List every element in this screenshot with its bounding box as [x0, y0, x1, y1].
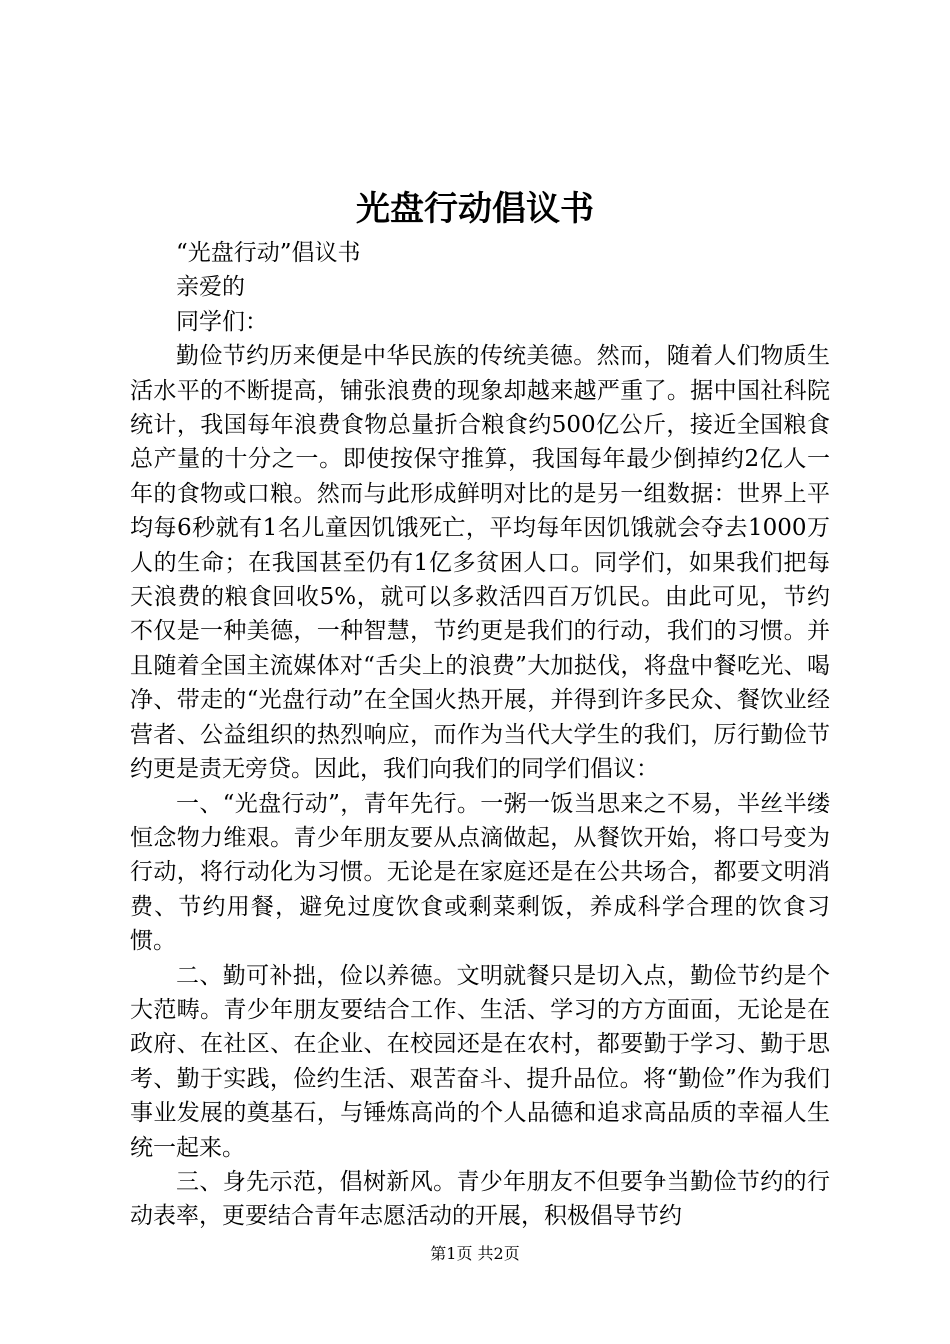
proposal-3-paragraph: 三、身先示范，倡树新风。青少年朋友不但要争当勤俭节约的行动表率，更要结合青年志愿活动的开展，积极倡导节约: [130, 1168, 830, 1230]
page-number: 第1页 共2页: [430, 1244, 520, 1263]
salutation-line-2: 同学们：: [176, 308, 268, 335]
subtitle-line: “光盘行动”倡议书: [176, 240, 361, 266]
document-body: [130, 236, 830, 1234]
document-title: 光盘行动倡议书: [356, 189, 594, 229]
intro-paragraph: 勤俭节约历来便是中华民族的传统美德。然而，随着人们物质生活水平的不断提高，铺张浪费的现象却越来越严重了。据中国社科院统计，我国每年浪费食物总量折合粮食约500亿公斤，接近全国粮食总产量的十分之一。即使按保守推算，我国每年最少倒掉约2亿人一年的食物或口粮。然而与此形成鲜明对比的是另一组数据：世界上平均每6秒就有1名儿童因饥饿死亡，平均每年因饥饿就会夺去1000万人的生命；在我国甚至仍有1亿多贫困人口。同学们，如果我们把每天浪费的粮食回收5%，就可以多救活四百万饥民。由此可见，节约不仅是一种美德，一种智慧，节约更是我们的行动，我们的习惯。并且随着全国主流媒体对“舌尖上的浪费”大加挞伐，将盘中餐吃光、喝净、带走的“光盘行动”在全国火热开展，并得到许多民众、餐饮业经营者、公益组织的热烈响应，而作为当代大学生的我们，厉行勤俭节约更是责无旁贷。因此，我们向我们的同学们倡议：: [130, 343, 830, 783]
proposal-2-paragraph: 二、勤可补拙，俭以养德。文明就餐只是切入点，勤俭节约是个大范畴。青少年朋友要结合工作、生活、学习的方方面面，无论是在政府、在社区、在企业、在校园还是在农村，都要勤于学习、勤于思考、勤于实践，俭约生活、艰苦奋斗、提升品位。将“勤俭”作为我们事业发展的奠基石，与锤炼高尚的个人品德和追求高品质的幸福人生统一起来。: [130, 962, 830, 1161]
salutation-line-1: 亲爱的: [176, 274, 245, 301]
proposal-1-paragraph: 一、“光盘行动”，青年先行。一粥一饭当思来之不易，半丝半缕恒念物力维艰。青少年朋友要从点滴做起，从餐饮开始，将口号变为行动，将行动化为习惯。无论是在家庭还是在公共场合，都要文明消费、节约用餐，避免过度饮食或剩菜剩饭，养成科学合理的饮食习惯。: [130, 790, 830, 955]
